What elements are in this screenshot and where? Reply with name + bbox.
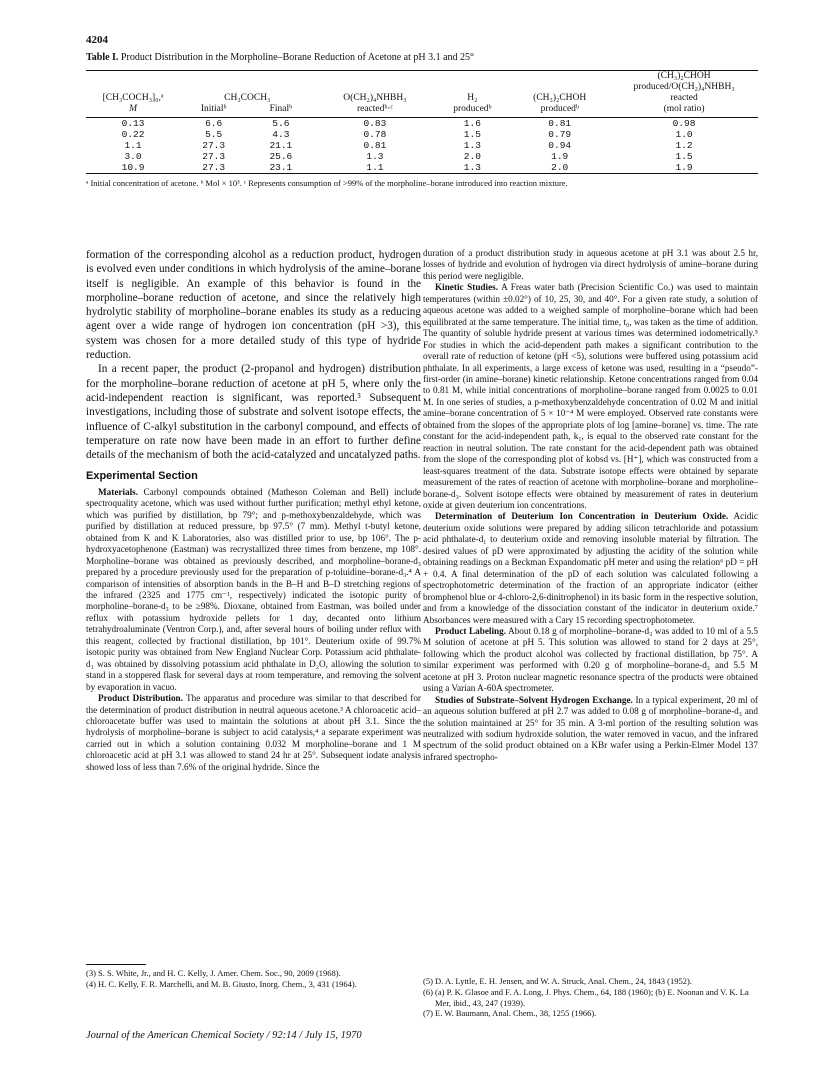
col1-header-top: [CH₃COCH₃]₀,ᵃ xyxy=(102,93,164,103)
product-distribution-heading: Product Distribution. xyxy=(98,693,183,704)
col2-header-top: CH₃COCH₃ xyxy=(224,93,271,103)
col6-header-line3: reacted xyxy=(670,93,698,103)
table-cell: 0.94 xyxy=(548,140,572,151)
product-labeling-heading: Product Labeling. xyxy=(435,625,507,636)
exchange-text: In a typical experiment, 20 ml of an aqueous solution buffered at pH 2.7 was added to 0.08 g of morpholine–borane-d₃ and the solution maintained at 25° for 35 min. A 3-ml portion of the resulting solution was neutralized with sodium hydroxide solution, the water removed in vacuo, and the infrared spectrum of the solid product obtained on a KBr wafer using a Perkin-Elmer Model 137 infrared spectropho- xyxy=(423,694,758,762)
table xyxy=(86,71,758,173)
intro-paragraph-2: In a recent paper, the product (2-propanol and hydrogen) distribution for the morpholine–borane reduction of acetone at pH 5, where only the acid-independent reaction is significant, was reported.³ Subsequent investigations, including those of substrate and solvent isotope effects, the influence of C-alkyl substitution in the carbonyl compound, and effects of temperature on rate now have been made in an effort to further define details of the mechanism of both the acid-catalyzed and uncatalyzed paths. xyxy=(86,363,421,462)
table-cell: 1.9 xyxy=(675,162,693,173)
table-row xyxy=(86,129,758,140)
table-cell: 0.78 xyxy=(363,129,387,140)
product-labeling-text: About 0.18 g of morpholine–borane-d₃ was added to 10 ml of a 5.5 M solution of acetone at pH 5. This solution was allowed to stand for 2 days at 25°, following which the product alcohol was collected by fractional distillation, bp 75°. A similar experiment was performed with 0.20 g of morpholine–borane-d₃ and 5.5 M acetone at pH 3. Proton nuclear magnetic resonance spectra of the products were obtained using a Varian A-60A spectrometer. xyxy=(423,625,758,694)
col3-header-top: O(CH₂)₄NHBH₃ xyxy=(343,93,407,103)
table-cell: 1.5 xyxy=(675,151,693,162)
table-cell: 2.0 xyxy=(551,162,569,173)
table-cell: 4.3 xyxy=(272,129,290,140)
table-cell: 25.6 xyxy=(269,151,293,162)
col5-header-top: (CH₃)₂CHOH xyxy=(533,93,587,103)
table-bottom-rule xyxy=(86,173,758,174)
table-cell: 0.81 xyxy=(363,140,387,151)
product-distribution-text: The apparatus and procedure was similar to that described for the determination of product distribution in neutral aqueous acetone.³ A chloroacetic acid–chloroacetate buffer was used to maintain the solutions at about pH 3.1. Since the hydrolysis of morpholine–borane is subject to acid catalysis,⁴ a separate experiment was carried out in which a solution containing 0.032 M morpholine–borane and 1 M chloroacetic acid at pH 3.1 was allowed to stand 24 hr at 25°. Subsequent iodate analysis showed loss of less than 7.6% of the original hydride. Since the xyxy=(86,693,421,772)
table-cell: 27.3 xyxy=(202,151,226,162)
table-cell: 0.13 xyxy=(121,118,145,129)
table-cell: 1.0 xyxy=(675,129,693,140)
kinetic-studies-text: A Freas water bath (Precision Scientific Co.) was used to maintain temperatures (within ±0.02°) of 10, 25, 30, and 40°. For a given rate study, a solution of aqueous acetone was added to a weighed sample of morpholine–borane which had been equilibrated at the same temperature. The initial time, t₀, was taken as the time of addition. The quantity of soluble hydride present at various times was determined iodometrically.⁵ For studies in which the acid-dependent path makes a significant contribution to the overall rate of reduction of ketone (pH <5), solutions were buffered using potassium acid phthalate. In all experiments, a large excess of ketone was used, resulting in a “pseudo”-first-order (in amine–borane) kinetic relationship. Ketone concentrations ranged from 0.04 to 0.81 M, while initial concentrations of morpholine–borane ranged from 0.0025 to 0.01 M. In one series of studies, a p-methoxybenzaldehyde concentration of 0.02 M and initial amine–borane concentration of 5 × 10⁻⁴ M were employed. Observed rate constants were obtained from the slopes of the appropriate plots of log [amine–borane] vs. time. The rate constant for the acid-independent path, k₁, is equal to the observed rate constant for the reaction in neutral solution. The rate constant for the acid-dependent path was obtained from the slope of the corresponding plot of kobsd vs. [H⁺], which was constructed from a least-squares treatment of the data. Substrate isotope effects were obtained by separate measurement of the rates of reaction of acetone with morpholine–borane and morpholine–borane-d₃. Solvent isotope effects were obtained by measurement of rates in deuterium oxide at given deuterium ion concentrations. xyxy=(423,282,758,510)
table-cell: 6.6 xyxy=(205,118,223,129)
table-cell: 10.9 xyxy=(121,162,145,173)
table-cell: 3.0 xyxy=(124,151,142,162)
journal-footer: Journal of the American Chemical Society / 92:14 / July 15, 1970 xyxy=(86,1030,362,1041)
deuterium-text: Acidic deuterium oxide solutions were prepared by adding silicon tetrachloride and potassium acid phthalate-d₁ to deuterium oxide and removing insoluble material by filtration. The desired values of pD were approximated by adjusting the acidity of the solution while obtaining readings on a Beckman Expandomatic pH meter and using the relation⁶ pD = pH + 0.4. A final determination of the pD of each solution was calculated following a spectrophotometric determination of the fraction of an appropriate indicator (either bromphenol blue or 4-chloro-2,6-dinitrophenol) in its basic form in the respective solution, and from a knowledge of the dissociation constant of the indicator in deuterium oxide.⁷ Absorbances were measured with a Cary 15 recording spectrophotometer. xyxy=(423,511,758,625)
table-cell: 2.0 xyxy=(463,151,481,162)
table-row xyxy=(86,151,758,162)
right-column xyxy=(423,248,758,763)
table-cell: 1.1 xyxy=(366,162,384,173)
table-cell: 21.1 xyxy=(269,140,293,151)
table-cell: 0.79 xyxy=(548,129,572,140)
materials-paragraph xyxy=(86,487,421,693)
table-cell: 1.5 xyxy=(463,129,481,140)
product-labeling-paragraph xyxy=(423,626,758,695)
table-cell: 23.1 xyxy=(269,162,293,173)
table-label: Table I. xyxy=(86,52,119,63)
table-cell: 1.1 xyxy=(124,140,142,151)
table-cell: 0.81 xyxy=(548,118,572,129)
col4-header-bottom: producedᵇ xyxy=(453,104,492,114)
table-cell: 1.9 xyxy=(551,151,569,162)
product-distribution-paragraph xyxy=(86,693,421,773)
table-footnote: ᵃ Initial concentration of acetone. ᵇ Mol × 10³. ᶜ Represents consumption of >99% of the morpholine–borane introduced into reaction mixture. xyxy=(86,178,568,188)
col6-header-line1: (CH₃)₂CHOH xyxy=(657,71,711,81)
deuterium-heading: Determination of Deuterium Ion Concentration in Deuterium Oxide. xyxy=(435,511,729,522)
kinetic-studies-heading: Kinetic Studies. xyxy=(435,282,499,293)
continuation-paragraph: duration of a product distribution study in aqueous acetone at pH 3.1 was about 2.5 hr, losses of hydride and evolution of hydrogen via direct hydrolysis of amine–borane during this period were negligible. xyxy=(423,248,758,281)
col6-header-line4: (mol ratio) xyxy=(663,104,705,114)
materials-text: Carbonyl compounds obtained (Matheson Coleman and Bell) include spectroquality acetone, which was used without further purification; methyl ethyl ketone, which was purified by distillation, bp 79°; and p-methoxybenzaldehyde, which was purified by distillation at reduced pressure, bp 97.5° (7 mm). Methyl t-butyl ketone, obtained from K and K Laboratories, also was distilled prior to use, bp 106°. The p-hydroxyacetophenone (Eastman) was recrystallized three times from benzene, mp 108°. Morpholine–borane was obtained as previously described, and morpholine–borane-d₃ prepared by a procedure previously used for the preparation of p-toluidine–borane-d₃.⁴ A comparison of intensities of absorption bands in the B–H and B–D stretching regions of the infrared (2325 and 1775 cm⁻¹, respectively) indicated the isotopic purity of morpholine–borane-d₃ to be ≥98%. Dioxane, obtained from Eastman, was boiled under reflux with potassium hydroxide pellets for 1 day, decanted onto lithium tetrahydroaluminate (Ventron Corp.), and, after several hours of boiling under reflux with this reagent, collected by fractional distillation, bp 101°. Deuterium oxide of 99.7% isotopic purity was obtained from New England Nuclear Corp. Potassium acid phthalate-d₁ was obtained by dissolving potassium acid phthalate in D₂O, allowing the solution to stand in a stoppered flask for several days at room temperature, and removing the solvent by evaporation in vacuo. xyxy=(86,486,421,692)
col5-header-bottom: producedᵇ xyxy=(540,104,579,114)
reference-item: (6) (a) P. K. Glasoe and F. A. Long, J. Phys. Chem., 64, 188 (1960); (b) E. Noonan and V. K. La Mer, ibid., 43, 247 (1939). xyxy=(423,986,749,1008)
reference-item: (3) S. S. White, Jr., and H. C. Kelly, J. Amer. Chem. Soc., 90, 2009 (1968). xyxy=(86,968,341,978)
table-caption xyxy=(86,52,474,63)
reference-separator xyxy=(86,964,146,965)
table-row xyxy=(86,118,758,129)
references-right xyxy=(423,976,758,1019)
table-cell: 27.3 xyxy=(202,140,226,151)
table-row xyxy=(86,140,758,151)
col2b-header: Finalᵇ xyxy=(269,104,293,114)
intro-paragraph-1: formation of the corresponding alcohol as a reduction product, hydrogen is evolved even under conditions in which hydrolysis of the amine–borane itself is negligible. An example of this behavior is found in the morpholine–borane reduction of acetone, and since the relatively high hydrolytic stability of morpholine–borane enables its study as a reducing agent over a wide range of hydrogen ion concentration (pH >3), this system was chosen for a more detailed study of this type of hydride reduction. xyxy=(86,249,421,362)
col3-header-bottom: reactedᵇ·ᶜ xyxy=(356,104,393,114)
table-cell: 0.22 xyxy=(121,129,145,140)
table-cell: 27.3 xyxy=(202,162,226,173)
materials-heading: Materials. xyxy=(98,486,139,497)
left-column xyxy=(86,248,421,773)
reference-item: (7) E. W. Baumann, Anal. Chem., 38, 1255 (1966). xyxy=(423,1008,597,1019)
table-cell: 1.2 xyxy=(675,140,693,151)
col1-header-bottom: M xyxy=(129,104,137,114)
reference-item: (4) H. C. Kelly, F. R. Marchelli, and M. B. Giusto, Inorg. Chem., 3, 431 (1964). xyxy=(86,978,357,989)
kinetic-studies-paragraph xyxy=(423,282,758,511)
table-cell: 5.6 xyxy=(272,118,290,129)
exchange-heading: Studies of Substrate–Solvent Hydrogen Exchange. xyxy=(435,694,633,705)
exchange-paragraph xyxy=(423,695,758,764)
col6-header-line2: produced/O(CH₂)₄NHBH₃ xyxy=(633,82,735,92)
table-cell: 0.98 xyxy=(672,118,696,129)
col2a-header: Initialᵇ xyxy=(200,104,227,114)
col4-header-top: H₂ xyxy=(467,93,478,103)
reference-item: (5) D. A. Lyttle, E. H. Jensen, and W. A. Struck, Anal. Chem., 24, 1843 (1952). xyxy=(423,976,692,986)
references-left xyxy=(86,964,421,990)
table-cell: 1.3 xyxy=(463,140,481,151)
deuterium-paragraph xyxy=(423,511,758,626)
table-caption-text: Product Distribution in the Morpholine–Borane Reduction of Acetone at pH 3.1 and 25° xyxy=(120,52,475,63)
table-cell: 1.3 xyxy=(366,151,384,162)
table-cell: 0.83 xyxy=(363,118,387,129)
page-number: 4204 xyxy=(86,34,108,46)
section-heading-experimental: Experimental Section xyxy=(86,470,198,483)
table-cell: 1.6 xyxy=(463,118,481,129)
product-distribution-table xyxy=(86,70,758,189)
table-cell: 1.3 xyxy=(463,162,481,173)
table-row xyxy=(86,162,758,173)
table-cell: 5.5 xyxy=(205,129,223,140)
